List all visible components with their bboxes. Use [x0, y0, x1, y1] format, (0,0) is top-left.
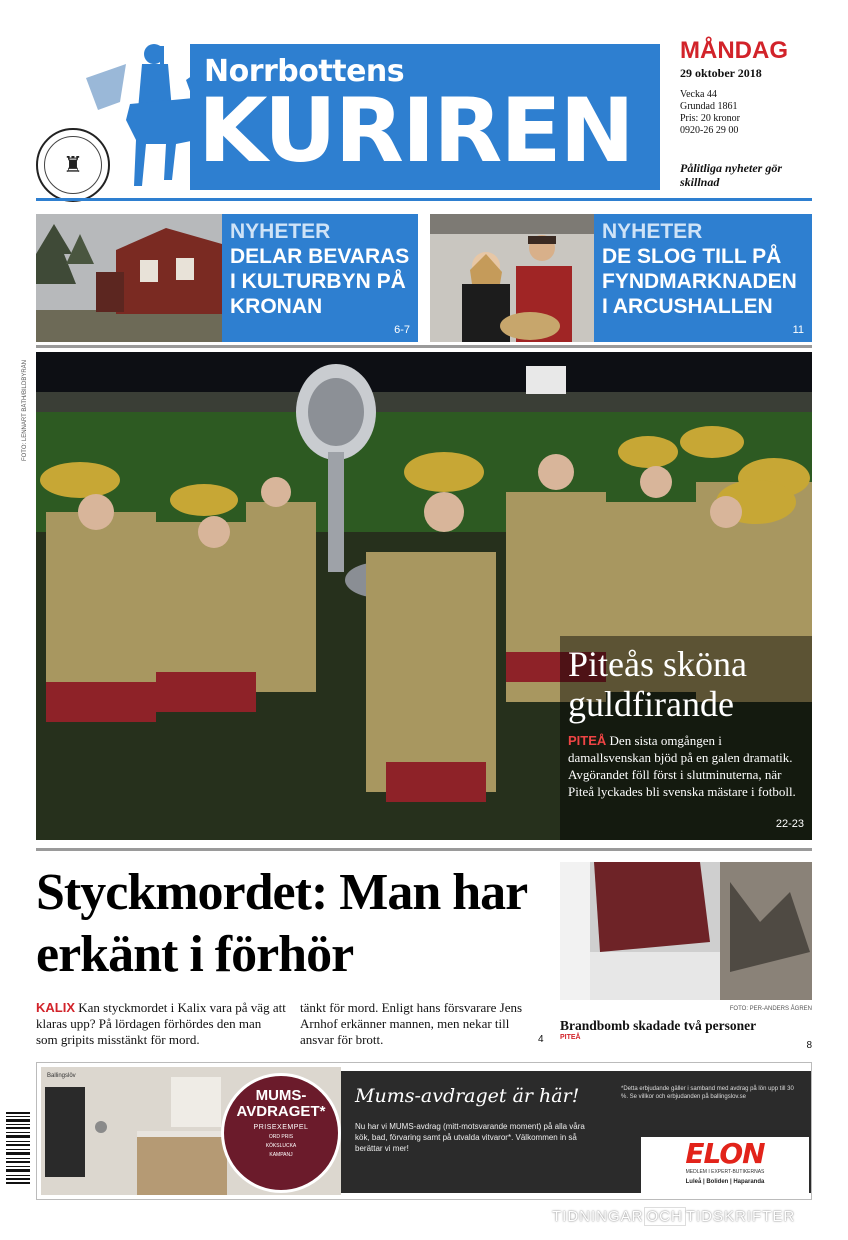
teaser-headline: DE SLOG TILL PÅ FYNDMARKNADEN I ARCUSHALLEN — [602, 245, 797, 318]
badge-rows — [224, 1143, 338, 1149]
issue-meta — [680, 89, 812, 137]
watermark-part2: OCH — [644, 1207, 686, 1226]
main-caption — [560, 636, 812, 840]
lead-page-ref: 4 — [538, 1034, 544, 1045]
issue-price: Pris: 20 kronor — [680, 113, 740, 124]
section-divider — [36, 345, 812, 348]
date-block — [680, 38, 812, 189]
elon-logo: ELON — [685, 1137, 765, 1170]
emblem-seal-icon — [36, 128, 110, 202]
section-divider — [36, 848, 812, 851]
ad-brand-label: Ballingslöv — [47, 1073, 76, 1079]
side-story[interactable] — [560, 862, 812, 1051]
logo-title-big: KURIREN — [198, 79, 633, 182]
watermark — [552, 1208, 795, 1225]
masthead — [36, 36, 812, 200]
main-kicker: PITEÅ — [568, 733, 607, 748]
elon-logo-box[interactable] — [641, 1137, 809, 1193]
teaser-kicker: NYHETER — [602, 220, 703, 243]
main-headline: Piteås sköna guldfirande — [568, 644, 747, 724]
side-headline: Brandbomb skadade två personer — [560, 1018, 757, 1033]
masthead-rule — [36, 198, 812, 201]
weekday: MÅNDAG — [680, 37, 788, 64]
main-page-ref: 22-23 — [775, 818, 804, 830]
teaser-textbox — [594, 214, 812, 342]
watermark-part3: TIDSKRIFTER — [685, 1208, 796, 1225]
badge-rows — [224, 1134, 338, 1140]
issue-week: Vecka 44 — [680, 89, 717, 100]
badge-subtitle: PRISEXEMPEL — [253, 1124, 309, 1131]
main-body-text: Den sista omgången i damallsvenskan bjöd på en galen dramatik. Avgörandet föll först i slutminuterna, när Piteå lyckades bli svenska mästare i fotboll. — [568, 733, 796, 799]
logo-title-small: Norrbottens — [204, 54, 405, 89]
main-body — [568, 732, 804, 800]
elon-tagline: MEDLEM I EXPERT-BUTIKERNAS — [685, 1169, 765, 1175]
teaser-kulturbyn[interactable] — [36, 214, 418, 342]
issue-date: 29 oktober 2018 — [680, 66, 762, 80]
lead-column-2: tänkt för mord. Enligt hans försvarare Jens Arnhof erkänner mannen, men nekar till ansvar för brott. — [300, 1000, 523, 1047]
teaser-headline: DELAR BEVARAS I KULTURBYN PÅ KRONAN — [230, 245, 410, 318]
badge-title: MUMS-AVDRAGET* — [236, 1087, 326, 1120]
lead-kicker: KALIX — [36, 1000, 75, 1015]
elon-stores: Luleå | Boliden | Haparanda — [685, 1179, 765, 1185]
badge-row-label: ORD PRIS — [268, 1134, 294, 1140]
teaser-fyndmarknaden[interactable] — [430, 214, 812, 342]
teaser-photo-red-house — [36, 214, 222, 342]
teaser-page-ref: 6-7 — [394, 324, 410, 336]
badge-row-label: KAMPANJ — [269, 1152, 293, 1158]
side-photo-credit: FOTO: PER-ANDERS ÅGREN — [729, 1006, 812, 1012]
lead-text-1: Kan styckmordet i Kalix vara på väg att klaras upp? På lördagen förhördes den man som gripits misstänkt för mord. — [36, 1000, 286, 1047]
side-kicker: PITEÅ — [560, 1034, 581, 1041]
ad-slogan: Mums-avdraget är här! — [355, 1085, 580, 1107]
watermark-part1: TIDNINGAR — [552, 1208, 644, 1225]
side-page-ref: 8 — [806, 1040, 812, 1051]
side-photo-house — [560, 862, 812, 1000]
elon-area — [341, 1135, 811, 1193]
ad-body: Nu har vi MUMS-avdrag (mitt-motsvarande moment) på alla våra kök, bad, förvaring samt på utvalda vitvaror*. Välkommen in så berättar vi mer! — [355, 1122, 585, 1153]
advertisement[interactable] — [36, 1062, 812, 1200]
lead-column-1 — [36, 1000, 286, 1048]
badge-row-label: KÖKSLUCKA — [265, 1143, 297, 1149]
photo-credit: FOTO: LENNART BÅTH/BILDBYRÅN — [22, 360, 28, 462]
barcode-icon — [4, 1110, 32, 1186]
teaser-photo-market-couple — [430, 214, 616, 342]
lead-headline[interactable]: Styckmordet: Man har erkänt i förhör — [36, 864, 527, 983]
issue-phone: 0920-26 29 00 — [680, 125, 739, 136]
ad-footnote: *Detta erbjudande gäller i samband med avdrag på lön upp till 30 %. Se villkor och erbjudanden på ballingslov.se — [621, 1086, 794, 1100]
issue-founded: Grundad 1861 — [680, 101, 738, 112]
teaser-textbox — [222, 214, 418, 342]
castle-icon: ♜ — [44, 136, 102, 194]
badge-rows — [224, 1152, 338, 1158]
logo[interactable] — [190, 44, 660, 190]
slogan: Pålitliga nyheter gör skillnad — [680, 161, 782, 189]
teaser-page-ref: 11 — [792, 324, 804, 336]
mums-badge — [221, 1073, 341, 1193]
teaser-kicker: NYHETER — [230, 220, 331, 243]
